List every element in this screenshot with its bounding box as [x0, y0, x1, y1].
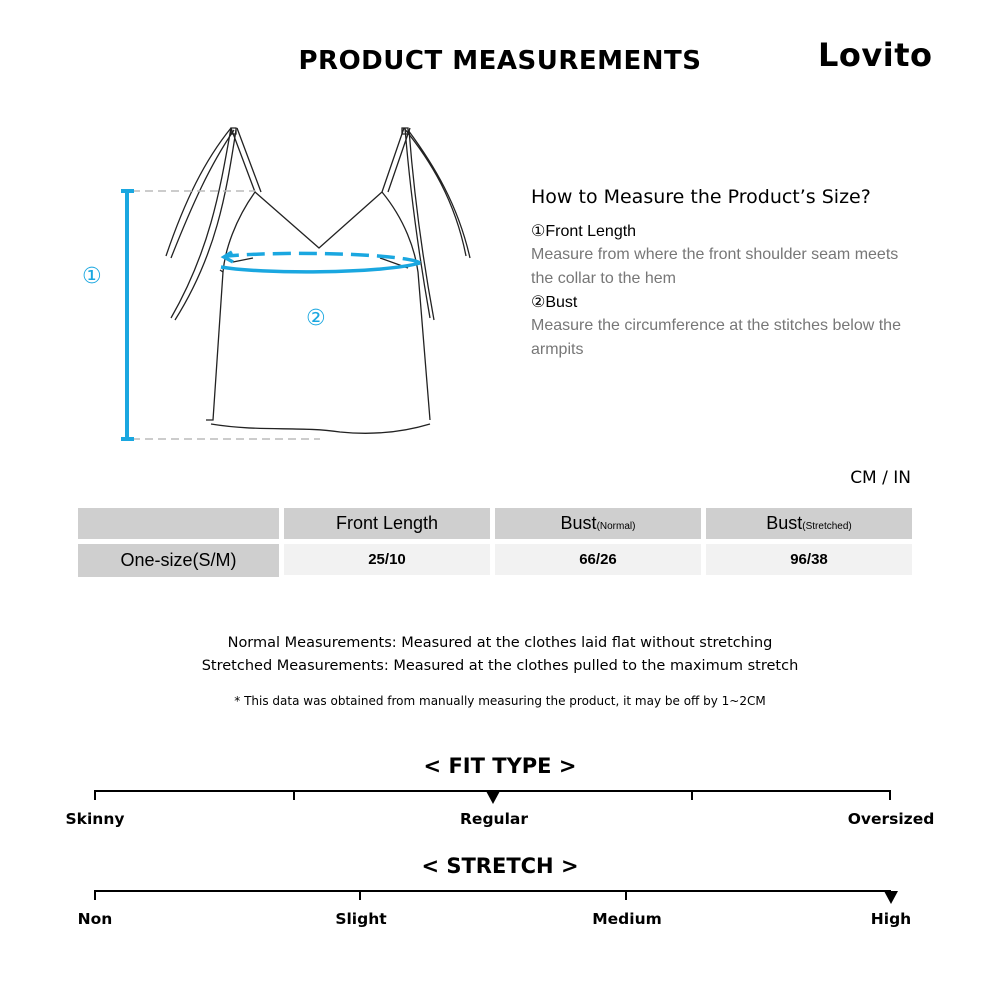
cell-bust-normal: 66/26 — [495, 544, 701, 575]
stretch-tick — [625, 890, 627, 900]
unit-label: CM / IN — [850, 468, 911, 488]
garment-diagram — [0, 0, 500, 460]
stretch-tick — [94, 890, 96, 900]
guide-bust-label: ②Bust — [531, 294, 578, 311]
fit-label-skinny: Skinny — [65, 810, 125, 828]
stretch-label-slight: Slight — [335, 910, 387, 928]
cell-front-length: 25/10 — [284, 544, 490, 575]
guide-front-length-label: ①Front Length — [531, 223, 637, 240]
header-label: Bust — [560, 513, 597, 533]
fit-tick — [94, 790, 96, 800]
fit-type-title: < FIT TYPE > — [423, 754, 577, 778]
fit-tick — [691, 790, 693, 800]
disclaimer: * This data was obtained from manually measuring the product, it may be off by 1~2CM — [234, 694, 766, 708]
fit-tick — [293, 790, 295, 800]
header-sublabel: (Stretched) — [802, 521, 852, 532]
cell-bust-stretched: 96/38 — [706, 544, 912, 575]
bust-marker: ② — [306, 306, 326, 331]
stretched-measurement-note: Stretched Measurements: Measured at the clothes pulled to the maximum stretch — [201, 658, 799, 674]
stretch-label-medium: Medium — [592, 910, 662, 928]
row-size-label: One-size(S/M) — [78, 544, 279, 577]
stretch-label-high: High — [870, 910, 912, 928]
stretch-scale — [95, 890, 891, 892]
fit-label-regular: Regular — [460, 810, 528, 828]
table-header-bust-stretched — [706, 508, 912, 539]
stretch-label-non: Non — [77, 910, 113, 928]
stretch-title: < STRETCH > — [421, 854, 579, 878]
header-label: Bust — [766, 513, 803, 533]
guide-bust-desc: Measure the circumference at the stitches below the armpits — [531, 317, 901, 358]
header-sublabel: (Normal) — [596, 521, 636, 532]
header-label: Front Length — [335, 513, 439, 533]
fit-type-marker-icon — [486, 791, 500, 804]
table-header-front-length — [284, 508, 490, 539]
page-title: PRODUCT MEASUREMENTS — [298, 46, 702, 76]
stretch-marker-icon — [884, 891, 898, 904]
fit-tick — [889, 790, 891, 800]
fit-label-oversized: Oversized — [847, 810, 935, 828]
normal-measurement-note: Normal Measurements: Measured at the clothes laid flat without stretching — [227, 635, 773, 651]
stretch-tick — [359, 890, 361, 900]
measure-guide-heading: How to Measure the Product’s Size? — [531, 186, 871, 208]
brand-logo: Lovito — [818, 36, 933, 74]
table-header-bust-normal — [495, 508, 701, 539]
front-length-marker: ① — [82, 264, 102, 289]
guide-front-length-desc: Measure from where the front shoulder seam meets the collar to the hem — [531, 246, 899, 287]
front-length-indicator — [121, 191, 134, 439]
table-header-empty — [78, 508, 279, 539]
